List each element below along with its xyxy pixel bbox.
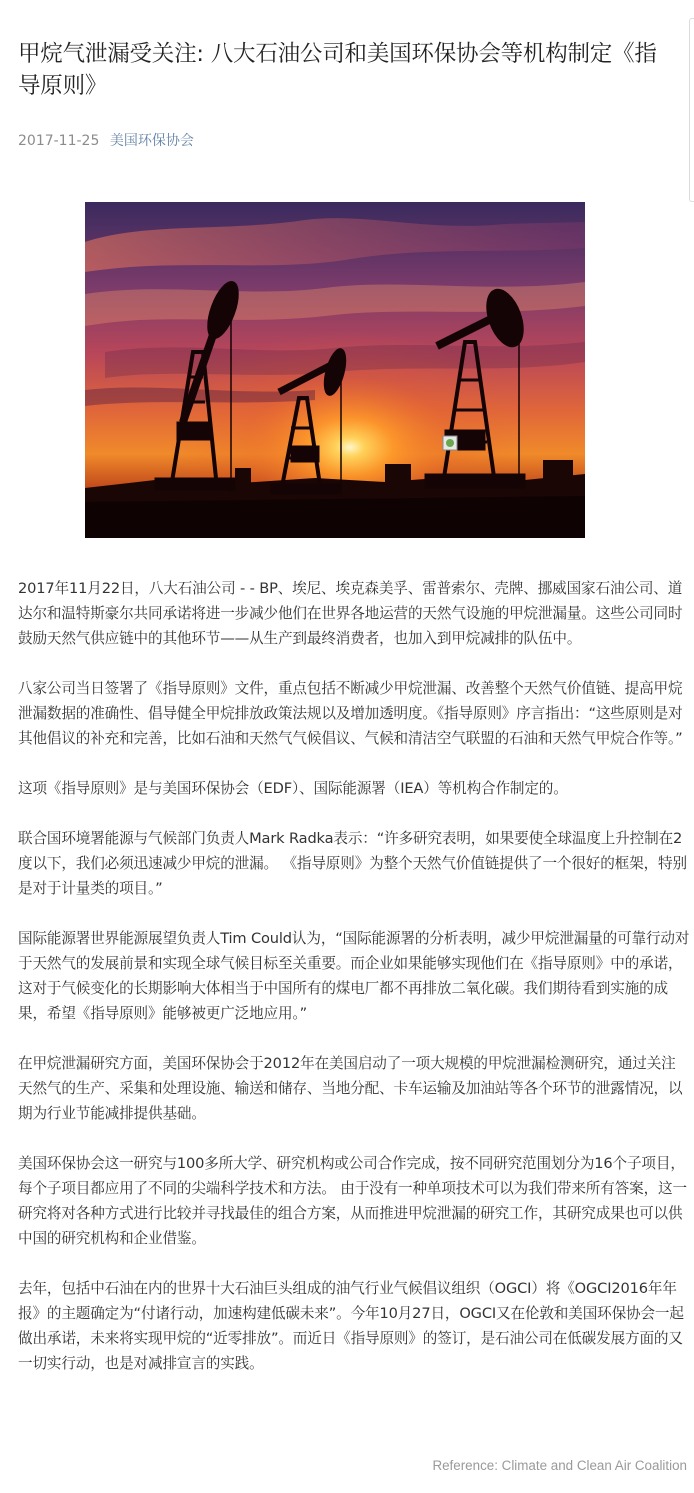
paragraph: 2017年11月22日，八大石油公司 - - BP、埃尼、埃克森美孚、雷普索尔、壳牌、挪威国家石油公司、道达尔和温特斯豪尔共同承诺将进一步减少他们在世界各地运营的天然气设施的甲烷泄漏量。这些公司同时鼓励天然气供应链中的其他环节——从生产到最终消费者，也加入到甲烷减排的队伍中。 xyxy=(18,580,683,647)
paragraph: 美国环保协会这一研究与100多所大学、研究机构或公司合作完成，按不同研究范围划分为16个子项目，每个子项目都应用了不同的尖端科学技术和方法。 由于没有一种单项技术可以为我们带来所有答案，这一研究将对各种方式进行比较并寻找最佳的组合方案，从而推进甲烷泄漏的研究工作，其研究成果也可以供中国的研究机构和企业借鉴。 xyxy=(18,1155,687,1247)
paragraph: 联合国环境署能源与气候部门负责人Mark Radka表示：“许多研究表明，如果要使全球温度上升控制在2度以下，我们必须迅速减少甲烷的泄漏。 《指导原则》为整个天然气价值链提供了一个很好的框架，特别是对于计量类的项目。” xyxy=(18,830,687,897)
oil-pumpjacks-sunset-photo xyxy=(85,202,585,538)
paragraph: 在甲烷泄漏研究方面，美国环保协会于2012年在美国启动了一项大规模的甲烷泄漏检测研究，通过关注天然气的生产、采集和处理设施、输送和储存、当地分配、卡车运输及加油站等各个环节的泄露情况，以期为行业节能减排提供基础。 xyxy=(18,1055,683,1122)
paragraph: 国际能源署世界能源展望负责人Tim Could认为，“国际能源署的分析表明，减少甲烷泄漏量的可靠行动对于天然气的发展前景和实现全球气候目标至关重要。而企业如果能够实现他们在《指导原则》中的承诺，这对于气候变化的长期影响大体相当于中国所有的煤电厂都不再排放二氧化碳。我们期待看到实施的成果，希望《指导原则》能够被更广泛地应用。” xyxy=(18,930,690,1022)
side-float-tab[interactable] xyxy=(689,18,694,202)
hero-image xyxy=(85,202,585,538)
publish-date: 2017-11-25 xyxy=(18,133,100,149)
article-title: 甲烷气泄漏受关注: 八大石油公司和美国环保协会等机构制定《指导原则》 xyxy=(18,41,657,99)
paragraph: 去年，包括中石油在内的世界十大石油巨头组成的油气行业气候倡议组织（OGCI）将《OGCI2016年年报》的主题确定为“付诸行动，加速构建低碳未来”。今年10月27日，OGCI又在伦敦和美国环保协会一起做出承诺，未来将实现甲烷的“近零排放”。而近日《指导原则》的签订，是石油公司在低碳发展方面的又一切实行动，也是对减排宣言的实践。 xyxy=(18,1280,684,1372)
paragraph: 这项《指导原则》是与美国环保协会（EDF）、国际能源署（IEA）等机构合作制定的。 xyxy=(18,780,568,797)
article-meta xyxy=(18,131,194,151)
reference-note: Reference: Climate and Clean Air Coalition xyxy=(432,1458,687,1473)
paragraph: 八家公司当日签署了《指导原则》文件，重点包括不断减少甲烷泄漏、改善整个天然气价值链、提高甲烷泄漏数据的准确性、倡导健全甲烷排放政策法规以及增加透明度。《指导原则》序言指出：“这些原则是对其他倡议的补充和完善，比如石油和天然气气候倡议、气候和清洁空气联盟的石油和天然气甲烷合作等。” xyxy=(18,680,683,747)
source-link[interactable]: 美国环保协会 xyxy=(109,133,194,149)
article-body xyxy=(18,576,690,1401)
